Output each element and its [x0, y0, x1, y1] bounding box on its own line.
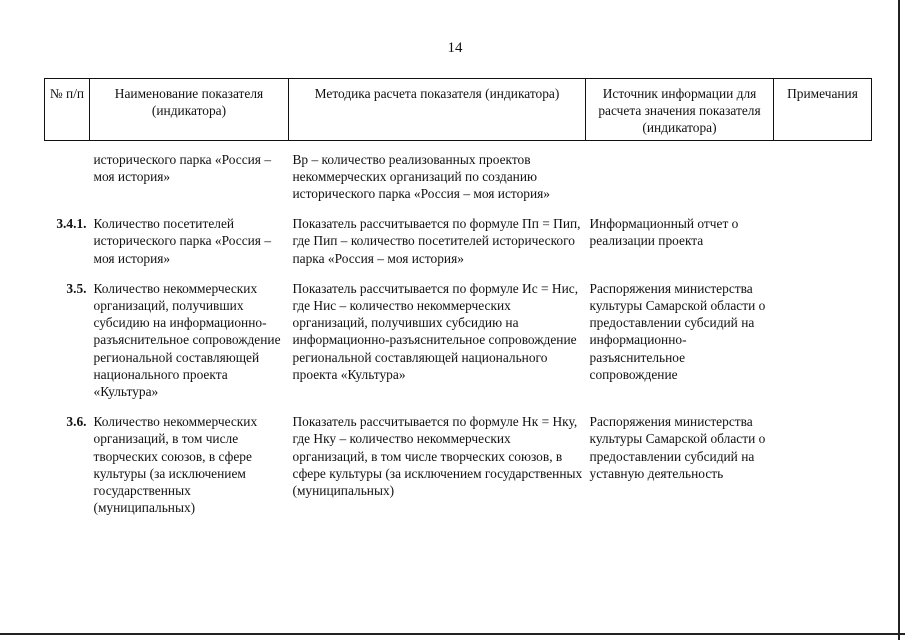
row-indicator-name: Количество посетителей исторического парка «Россия – моя история»	[93, 216, 272, 266]
page-number: 14	[447, 40, 463, 56]
row-information-source: Распоряжения министерства культуры Самарской области о предоставлении субсидий на уставную деятельность	[589, 414, 766, 481]
table-row	[45, 215, 872, 280]
header-indicator-name: Наименование показателя (индикатора)	[90, 79, 289, 141]
page-bottom-edge	[0, 633, 905, 635]
table-row	[45, 413, 872, 516]
header-calculation-method: Методика расчета показателя (индикатора)	[289, 79, 586, 141]
row-calculation-method: Вр – количество реализованных проектов некоммерческих организаций по созданию исторического парка «Россия – моя история»	[292, 151, 550, 202]
indicators-table	[44, 78, 872, 516]
table-header	[45, 79, 872, 141]
row-note	[774, 280, 872, 413]
row-information-source	[586, 140, 774, 215]
row-calculation-method: Показатель рассчитывается по формуле Ис = Нис, где Нис – количество некоммерческих организаций, получивших субсидию на информационно-разъяснительное сопровождение региональной составляющей национального проекта «Культура»	[292, 280, 579, 382]
row-number	[45, 140, 90, 215]
row-indicator-name: Количество некоммерческих организаций, в том числе творческих союзов, в сфере культуры (за исключением государственных (муниципальных)	[93, 414, 258, 516]
header-number: № п/п	[45, 79, 90, 141]
page-right-edge	[898, 0, 900, 640]
table-body	[45, 140, 872, 516]
row-number: 3.5.	[66, 280, 87, 296]
row-number: 3.6.	[66, 414, 87, 430]
row-calculation-method: Показатель рассчитывается по формуле Нк = Нку, где Нку – количество некоммерческих организаций, в том числе творческих союзов, в сфере культуры (за исключением государственных (муниципальных)	[292, 414, 583, 499]
row-calculation-method: Показатель рассчитывается по формуле Пп = Пип, где Пип – количество посетителей исторического парка «Россия – моя история»	[292, 216, 581, 266]
table-row	[45, 140, 872, 215]
row-note	[774, 140, 872, 215]
row-information-source: Распоряжения министерства культуры Самарской области о предоставлении субсидий на информационно-разъяснительное сопровождение	[589, 280, 766, 382]
row-information-source: Информационный отчет о реализации проекта	[589, 216, 739, 249]
header-row	[45, 79, 872, 141]
table-row	[45, 280, 872, 413]
row-note	[774, 413, 872, 516]
header-notes: Примечания	[774, 79, 872, 141]
row-note	[774, 215, 872, 280]
row-number: 3.4.1.	[56, 216, 87, 232]
row-indicator-name: Количество некоммерческих организаций, получивших субсидию на информационно-разъяснительное сопровождение региональной составляющей национального проекта «Культура»	[93, 280, 281, 400]
header-information-source: Источник информации для расчета значения показателя (индикатора)	[586, 79, 774, 141]
row-indicator-name: исторического парка «Россия – моя история»	[93, 151, 272, 184]
